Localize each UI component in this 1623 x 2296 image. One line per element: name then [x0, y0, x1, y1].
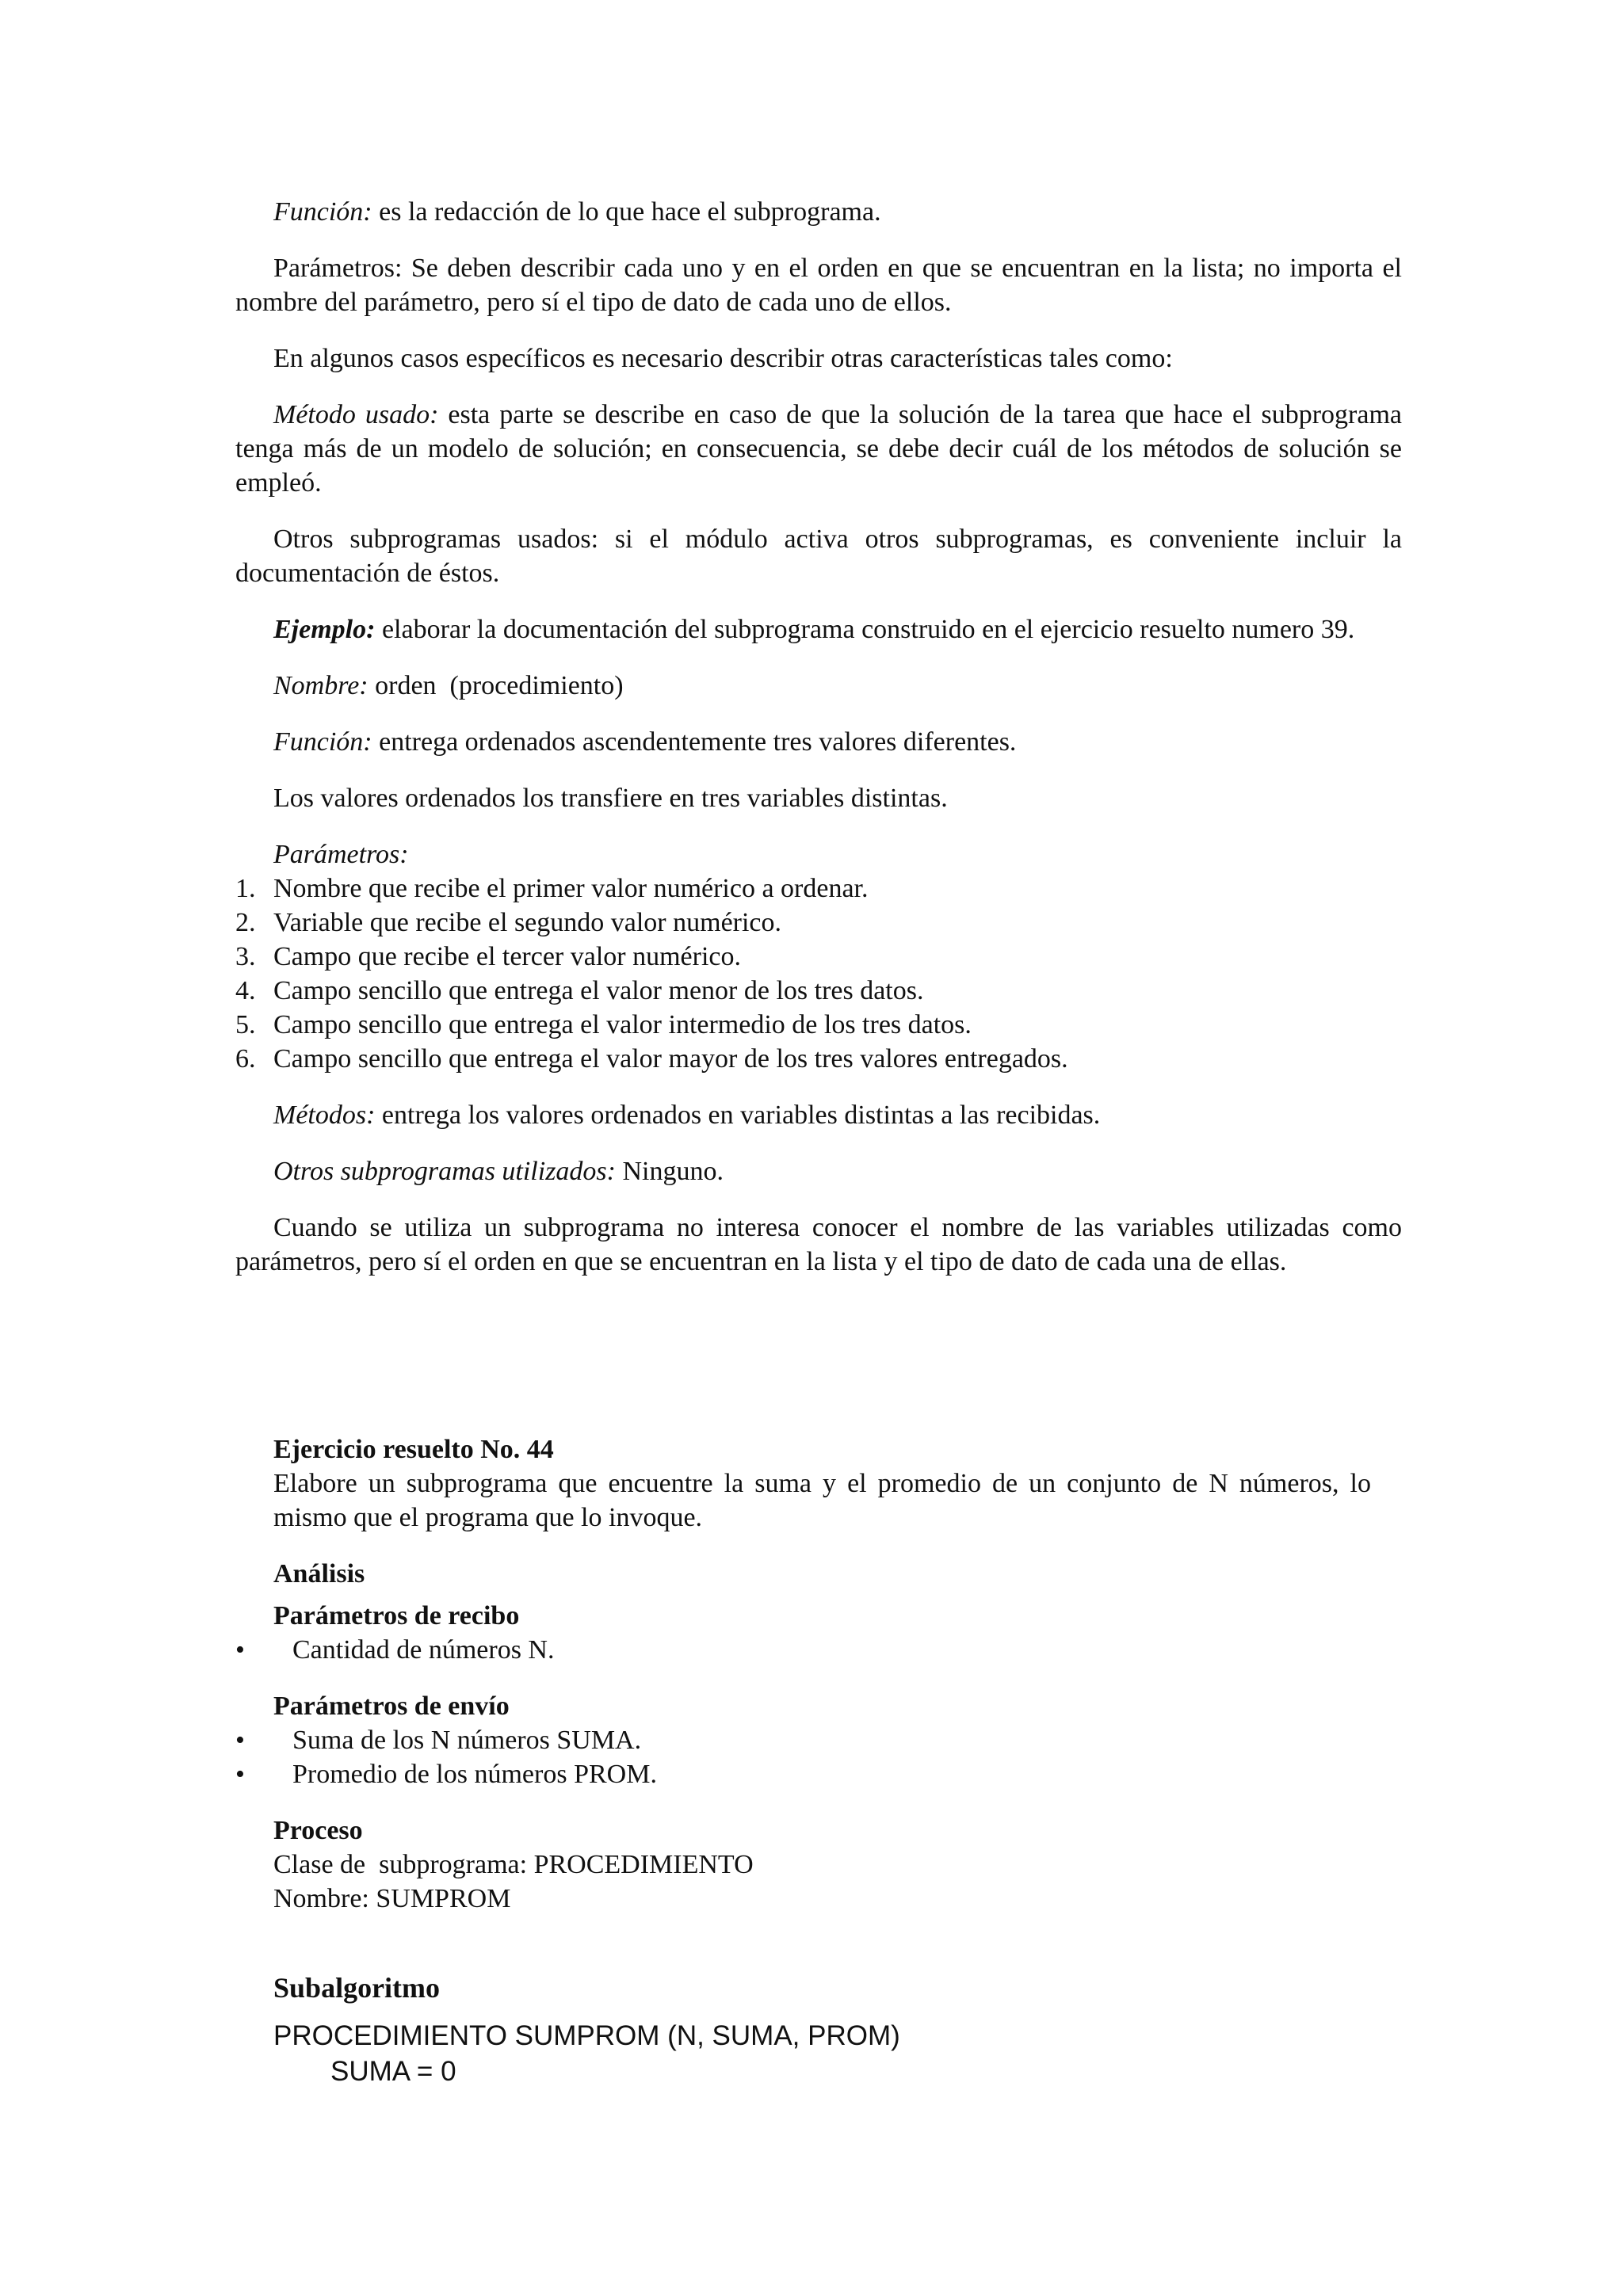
list-item-text: Nombre que recibe el primer valor numérico a ordenar. — [273, 874, 869, 903]
envio-heading: Parámetros de envío — [273, 1691, 510, 1721]
list-item-text: Promedio de los números PROM. — [292, 1760, 657, 1789]
casos-especificos-text: En algunos casos específicos es necesario describir otras características tales como: — [273, 344, 1173, 373]
funcion-label: Función: — [273, 727, 372, 757]
parametros-label-line — [235, 837, 1402, 871]
funcion-text: es la redacción de lo que hace el subprograma. — [372, 197, 881, 227]
recibo-heading: Parámetros de recibo — [273, 1601, 520, 1630]
list-item — [235, 974, 1402, 1008]
analisis-heading: Análisis — [273, 1559, 365, 1589]
metodo-text: esta parte se describe en caso de que la solución de la tarea que hace el subprograma tenga más de un modelo de solución; en consecuencia, se debe decir cuál de los métodos de solución se empleó. — [235, 400, 1402, 498]
otros-line — [235, 1154, 1402, 1188]
list-item-text: Cantidad de números N. — [292, 1635, 555, 1665]
exercise-title: Ejercicio resuelto No. 44 — [273, 1435, 554, 1464]
metodos-line — [235, 1098, 1402, 1132]
parametros-definition: Parámetros: Se deben describir cada uno y en el orden en que se encuentran en la lista; no importa el nombre del parámetro, pero sí el tipo de dato de cada uno de ellos. — [235, 254, 1402, 317]
clase-line: Clase de subprograma: PROCEDIMIENTO — [273, 1850, 754, 1879]
list-item-text: Variable que recibe el segundo valor numérico. — [273, 908, 782, 937]
exercise-statement: Elabore un subprograma que encuentre la suma y el promedio de un conjunto de N números, lo mismo que el programa que lo invoque. — [273, 1469, 1371, 1532]
list-item-text: Campo sencillo que entrega el valor menor de los tres datos. — [273, 976, 924, 1005]
list-item-text: Campo sencillo que entrega el valor intermedio de los tres datos. — [273, 1010, 972, 1039]
code-block — [273, 2018, 1367, 2089]
nombre-label: Nombre: — [273, 671, 369, 700]
ejemplo-paragraph — [235, 612, 1402, 646]
nombre-text: orden (procedimiento) — [368, 671, 624, 700]
funcion-label: Función: — [273, 197, 372, 227]
list-item — [235, 1723, 1367, 1757]
proceso-heading: Proceso — [273, 1816, 363, 1845]
recibo-list — [235, 1633, 1367, 1667]
otros-text: Ninguno. — [616, 1157, 724, 1186]
metodos-text: entrega los valores ordenados en variables distintas a las recibidas. — [375, 1100, 1101, 1130]
envio-list — [235, 1723, 1367, 1791]
funcion-text: entrega ordenados ascendentemente tres valores diferentes. — [372, 727, 1017, 757]
list-number: 5. — [235, 1010, 256, 1039]
list-item — [235, 1757, 1367, 1791]
list-item — [235, 1042, 1402, 1076]
code-line: PROCEDIMIENTO SUMPROM (N, SUMA, PROM) — [273, 2020, 900, 2051]
otros-label: Otros subprogramas utilizados: — [273, 1157, 616, 1186]
list-item — [235, 940, 1402, 974]
nombre-line — [235, 669, 1402, 703]
list-item — [235, 871, 1402, 906]
cuando-paragraph: Cuando se utiliza un subprograma no interesa conocer el nombre de las variables utilizadas como parámetros, pero sí el orden en que se encuentran en la lista y el tipo de dato de cada una de ellas. — [235, 1213, 1402, 1276]
bullet-icon: • — [235, 1635, 245, 1665]
list-item-text: Campo sencillo que entrega el valor mayor de los tres valores entregados. — [273, 1044, 1068, 1074]
list-item-text: Suma de los N números SUMA. — [292, 1726, 642, 1755]
list-number: 3. — [235, 942, 256, 971]
exercise-section — [235, 1432, 1371, 2089]
parametros-label: Parámetros: — [273, 840, 409, 869]
list-number: 2. — [235, 908, 256, 937]
code-line: SUMA = 0 — [330, 2056, 456, 2087]
list-item — [235, 1633, 1367, 1667]
nombre-line: Nombre: SUMPROM — [273, 1884, 511, 1913]
metodo-usado-definition — [235, 398, 1402, 500]
funcion-line — [235, 725, 1402, 759]
metodos-label: Métodos: — [273, 1100, 376, 1130]
list-item-text: Campo que recibe el tercer valor numérico. — [273, 942, 742, 971]
parametros-list — [235, 871, 1402, 1076]
list-number: 1. — [235, 874, 256, 903]
list-number: 6. — [235, 1044, 256, 1074]
bullet-icon: • — [235, 1726, 245, 1755]
ejemplo-label: Ejemplo: — [273, 615, 376, 644]
otros-subprogramas-definition: Otros subprogramas usados: si el módulo activa otros subprogramas, es conveniente incluir la documentación de éstos. — [235, 524, 1402, 588]
document-body — [235, 195, 1402, 1279]
bullet-icon: • — [235, 1760, 245, 1789]
list-number: 4. — [235, 976, 256, 1005]
subalgoritmo-heading: Subalgoritmo — [273, 1972, 441, 2004]
ejemplo-text: elaborar la documentación del subprograma construido en el ejercicio resuelto numero 39. — [375, 615, 1355, 644]
metodo-label: Método usado: — [273, 400, 439, 429]
funcion-definition — [235, 195, 1402, 229]
transfiere-line: Los valores ordenados los transfiere en tres variables distintas. — [273, 784, 948, 813]
list-item — [235, 1008, 1402, 1042]
list-item — [235, 906, 1402, 940]
